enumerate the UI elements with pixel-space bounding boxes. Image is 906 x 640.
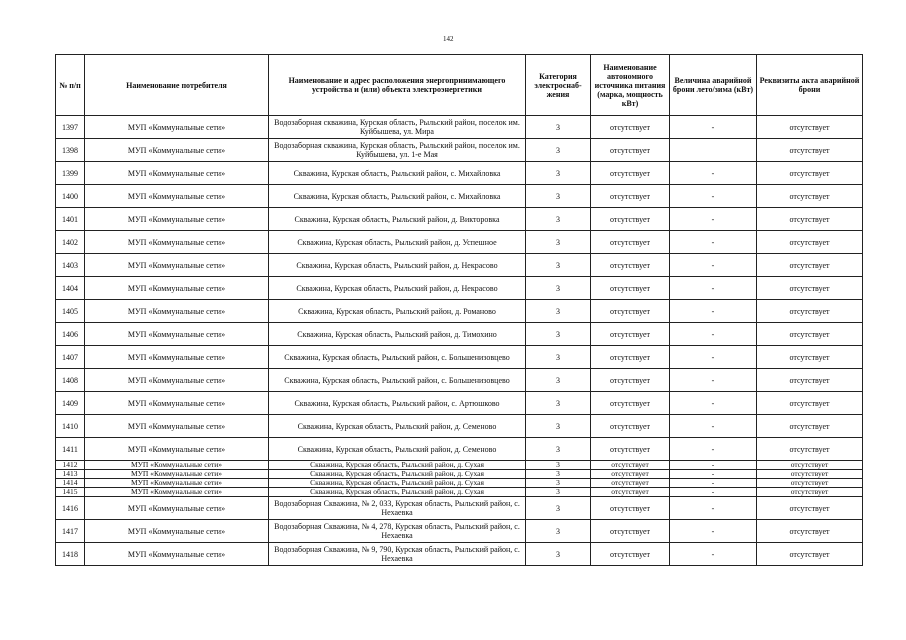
cell-category: 3 <box>526 520 591 543</box>
table-row <box>56 116 863 139</box>
cell-reserve: - <box>670 470 757 479</box>
cell-consumer: МУП «Коммунальные сети» <box>85 323 269 346</box>
cell-power-source: отсутствует <box>591 254 670 277</box>
cell-category: 3 <box>526 497 591 520</box>
cell-power-source: отсутствует <box>591 300 670 323</box>
cell-power-source: отсутствует <box>591 479 670 488</box>
cell-address: Водозаборная Скважина, № 2, 033, Курская область, Рыльский район, с. Нехаевка <box>269 497 526 520</box>
cell-consumer: МУП «Коммунальные сети» <box>85 520 269 543</box>
table-row <box>56 543 863 566</box>
cell-category: 3 <box>526 300 591 323</box>
cell-consumer: МУП «Коммунальные сети» <box>85 346 269 369</box>
cell-category: 3 <box>526 139 591 162</box>
cell-power-source: отсутствует <box>591 346 670 369</box>
cell-address: Скважина, Курская область, Рыльский район, с. Михайловка <box>269 162 526 185</box>
cell-reserve: - <box>670 415 757 438</box>
table-row <box>56 254 863 277</box>
cell-reserve: - <box>670 208 757 231</box>
cell-address: Скважина, Курская область, Рыльский район, д. Тимохино <box>269 323 526 346</box>
cell-number: 1418 <box>56 543 85 566</box>
cell-category: 3 <box>526 470 591 479</box>
table-row <box>56 369 863 392</box>
cell-act: отсутствует <box>757 392 863 415</box>
cell-address: Водозаборная Скважина, № 4, 278, Курская область, Рыльский район, с. Нехаевка <box>269 520 526 543</box>
cell-consumer: МУП «Коммунальные сети» <box>85 208 269 231</box>
cell-act: отсутствует <box>757 208 863 231</box>
table-row <box>56 438 863 461</box>
cell-category: 3 <box>526 392 591 415</box>
cell-address: Водозаборная Скважина, № 9, 790, Курская область, Рыльский район, с. Нехаевка <box>269 543 526 566</box>
cell-act: отсутствует <box>757 415 863 438</box>
cell-address: Скважина, Курская область, Рыльский район, д. Успешное <box>269 231 526 254</box>
cell-act: отсутствует <box>757 520 863 543</box>
table-row <box>56 185 863 208</box>
table-row <box>56 488 863 497</box>
cell-power-source: отсутствует <box>591 139 670 162</box>
cell-act: отсутствует <box>757 254 863 277</box>
cell-number: 1399 <box>56 162 85 185</box>
cell-consumer: МУП «Коммунальные сети» <box>85 479 269 488</box>
cell-address: Скважина, Курская область, Рыльский район, с. Михайловка <box>269 185 526 208</box>
cell-number: 1397 <box>56 116 85 139</box>
table-row <box>56 346 863 369</box>
page-number: 142 <box>443 35 454 43</box>
cell-number: 1401 <box>56 208 85 231</box>
cell-consumer: МУП «Коммунальные сети» <box>85 162 269 185</box>
table-row <box>56 139 863 162</box>
cell-power-source: отсутствует <box>591 438 670 461</box>
cell-category: 3 <box>526 277 591 300</box>
cell-consumer: МУП «Коммунальные сети» <box>85 116 269 139</box>
cell-reserve: - <box>670 520 757 543</box>
cell-reserve: - <box>670 185 757 208</box>
table-row <box>56 162 863 185</box>
cell-category: 3 <box>526 415 591 438</box>
cell-category: 3 <box>526 479 591 488</box>
cell-address: Скважина, Курская область, Рыльский район, д. Викторовка <box>269 208 526 231</box>
cell-power-source: отсутствует <box>591 392 670 415</box>
cell-reserve: - <box>670 479 757 488</box>
cell-category: 3 <box>526 185 591 208</box>
column-header-act: Реквизиты акта аварийной брони <box>757 55 863 116</box>
cell-number: 1402 <box>56 231 85 254</box>
cell-consumer: МУП «Коммунальные сети» <box>85 543 269 566</box>
table-row <box>56 497 863 520</box>
cell-power-source: отсутствует <box>591 185 670 208</box>
cell-reserve: - <box>670 488 757 497</box>
cell-consumer: МУП «Коммунальные сети» <box>85 392 269 415</box>
cell-reserve: - <box>670 300 757 323</box>
cell-address: Скважина, Курская область, Рыльский район, д. Некрасово <box>269 254 526 277</box>
cell-reserve: - <box>670 162 757 185</box>
column-header-reserve: Величина аварийной брони лето/зима (кВт) <box>670 55 757 116</box>
cell-address: Скважина, Курская область, Рыльский район, с. Большенизовцево <box>269 346 526 369</box>
cell-category: 3 <box>526 488 591 497</box>
cell-number: 1414 <box>56 479 85 488</box>
table-row <box>56 208 863 231</box>
table-row <box>56 231 863 254</box>
cell-category: 3 <box>526 438 591 461</box>
cell-category: 3 <box>526 323 591 346</box>
cell-number: 1408 <box>56 369 85 392</box>
column-header-category: Категория электроснаб- жения <box>526 55 591 116</box>
cell-power-source: отсутствует <box>591 520 670 543</box>
cell-reserve: - <box>670 323 757 346</box>
cell-number: 1400 <box>56 185 85 208</box>
cell-act: отсутствует <box>757 369 863 392</box>
cell-consumer: МУП «Коммунальные сети» <box>85 438 269 461</box>
column-header-power-source: Наименование автономного источника питания (марка, мощность кВт) <box>591 55 670 116</box>
cell-power-source: отсутствует <box>591 543 670 566</box>
cell-consumer: МУП «Коммунальные сети» <box>85 231 269 254</box>
cell-address: Скважина, Курская область, Рыльский район, д. Семеново <box>269 415 526 438</box>
cell-power-source: отсутствует <box>591 277 670 300</box>
cell-category: 3 <box>526 254 591 277</box>
cell-number: 1410 <box>56 415 85 438</box>
cell-power-source: отсутствует <box>591 415 670 438</box>
cell-act: отсутствует <box>757 438 863 461</box>
cell-act: отсутствует <box>757 185 863 208</box>
cell-power-source: отсутствует <box>591 231 670 254</box>
cell-category: 3 <box>526 162 591 185</box>
cell-category: 3 <box>526 543 591 566</box>
cell-act: отсутствует <box>757 470 863 479</box>
cell-number: 1412 <box>56 461 85 470</box>
table-row <box>56 520 863 543</box>
cell-power-source: отсутствует <box>591 208 670 231</box>
cell-number: 1417 <box>56 520 85 543</box>
cell-power-source: отсутствует <box>591 461 670 470</box>
cell-address: Скважина, Курская область, Рыльский район, д. Сухая <box>269 479 526 488</box>
cell-number: 1406 <box>56 323 85 346</box>
cell-consumer: МУП «Коммунальные сети» <box>85 488 269 497</box>
cell-power-source: отсутствует <box>591 116 670 139</box>
cell-reserve: - <box>670 461 757 470</box>
header-row <box>56 55 863 116</box>
cell-act: отсутствует <box>757 116 863 139</box>
cell-reserve: - <box>670 497 757 520</box>
cell-address: Скважина, Курская область, Рыльский район, д. Сухая <box>269 488 526 497</box>
table-row <box>56 470 863 479</box>
cell-address: Скважина, Курская область, Рыльский район, д. Семеново <box>269 438 526 461</box>
cell-address: Скважина, Курская область, Рыльский район, д. Некрасово <box>269 277 526 300</box>
cell-consumer: МУП «Коммунальные сети» <box>85 277 269 300</box>
cell-category: 3 <box>526 346 591 369</box>
cell-consumer: МУП «Коммунальные сети» <box>85 461 269 470</box>
cell-number: 1407 <box>56 346 85 369</box>
cell-address: Скважина, Курская область, Рыльский район, д. Сухая <box>269 470 526 479</box>
cell-power-source: отсутствует <box>591 497 670 520</box>
cell-category: 3 <box>526 208 591 231</box>
cell-number: 1405 <box>56 300 85 323</box>
table-row <box>56 392 863 415</box>
cell-address: Скважина, Курская область, Рыльский район, д. Романово <box>269 300 526 323</box>
cell-number: 1415 <box>56 488 85 497</box>
cell-reserve: - <box>670 254 757 277</box>
cell-act: отсутствует <box>757 346 863 369</box>
table-row <box>56 461 863 470</box>
cell-reserve: - <box>670 543 757 566</box>
cell-reserve: - <box>670 346 757 369</box>
table-row <box>56 323 863 346</box>
table-row <box>56 300 863 323</box>
cell-reserve: - <box>670 116 757 139</box>
cell-act: отсутствует <box>757 543 863 566</box>
cell-category: 3 <box>526 231 591 254</box>
cell-number: 1398 <box>56 139 85 162</box>
cell-number: 1403 <box>56 254 85 277</box>
cell-act: отсутствует <box>757 479 863 488</box>
cell-consumer: МУП «Коммунальные сети» <box>85 139 269 162</box>
cell-reserve: - <box>670 277 757 300</box>
cell-consumer: МУП «Коммунальные сети» <box>85 300 269 323</box>
cell-act: отсутствует <box>757 231 863 254</box>
cell-act: отсутствует <box>757 277 863 300</box>
table-row <box>56 277 863 300</box>
table-header <box>56 55 863 116</box>
cell-reserve: - <box>670 438 757 461</box>
cell-address: Скважина, Курская область, Рыльский район, с. Большенизовцево <box>269 369 526 392</box>
cell-reserve: - <box>670 231 757 254</box>
cell-act: отсутствует <box>757 300 863 323</box>
cell-consumer: МУП «Коммунальные сети» <box>85 470 269 479</box>
cell-act: отсутствует <box>757 497 863 520</box>
cell-reserve: - <box>670 392 757 415</box>
cell-category: 3 <box>526 461 591 470</box>
cell-consumer: МУП «Коммунальные сети» <box>85 415 269 438</box>
register-table <box>55 54 863 566</box>
cell-power-source: отсутствует <box>591 470 670 479</box>
cell-address: Скважина, Курская область, Рыльский район, с. Артюшково <box>269 392 526 415</box>
table-row <box>56 479 863 488</box>
column-header-address: Наименование и адрес расположения энергопринимающего устройства и (или) объекта электроэнергетики <box>269 55 526 116</box>
column-header-number: № п/п <box>56 55 85 116</box>
cell-number: 1404 <box>56 277 85 300</box>
cell-consumer: МУП «Коммунальные сети» <box>85 497 269 520</box>
cell-power-source: отсутствует <box>591 369 670 392</box>
cell-category: 3 <box>526 116 591 139</box>
column-header-consumer: Наименование потребителя <box>85 55 269 116</box>
table-row <box>56 415 863 438</box>
cell-consumer: МУП «Коммунальные сети» <box>85 254 269 277</box>
cell-consumer: МУП «Коммунальные сети» <box>85 185 269 208</box>
cell-act: отсутствует <box>757 323 863 346</box>
cell-act: отсутствует <box>757 488 863 497</box>
cell-power-source: отсутствует <box>591 323 670 346</box>
cell-act: отсутствует <box>757 162 863 185</box>
cell-number: 1409 <box>56 392 85 415</box>
table-body <box>56 116 863 566</box>
cell-address: Водозаборная скважина, Курская область, Рыльский район, поселок им. Куйбышева, ул. Мира <box>269 116 526 139</box>
cell-reserve <box>670 139 757 162</box>
cell-act: отсутствует <box>757 139 863 162</box>
cell-category: 3 <box>526 369 591 392</box>
cell-consumer: МУП «Коммунальные сети» <box>85 369 269 392</box>
cell-act: отсутствует <box>757 461 863 470</box>
cell-power-source: отсутствует <box>591 162 670 185</box>
cell-power-source: отсутствует <box>591 488 670 497</box>
cell-address: Водозаборная скважина, Курская область, Рыльский район, поселок им. Куйбышева, ул. 1-е Мая <box>269 139 526 162</box>
cell-number: 1416 <box>56 497 85 520</box>
cell-reserve: - <box>670 369 757 392</box>
cell-number: 1413 <box>56 470 85 479</box>
cell-number: 1411 <box>56 438 85 461</box>
cell-address: Скважина, Курская область, Рыльский район, д. Сухая <box>269 461 526 470</box>
